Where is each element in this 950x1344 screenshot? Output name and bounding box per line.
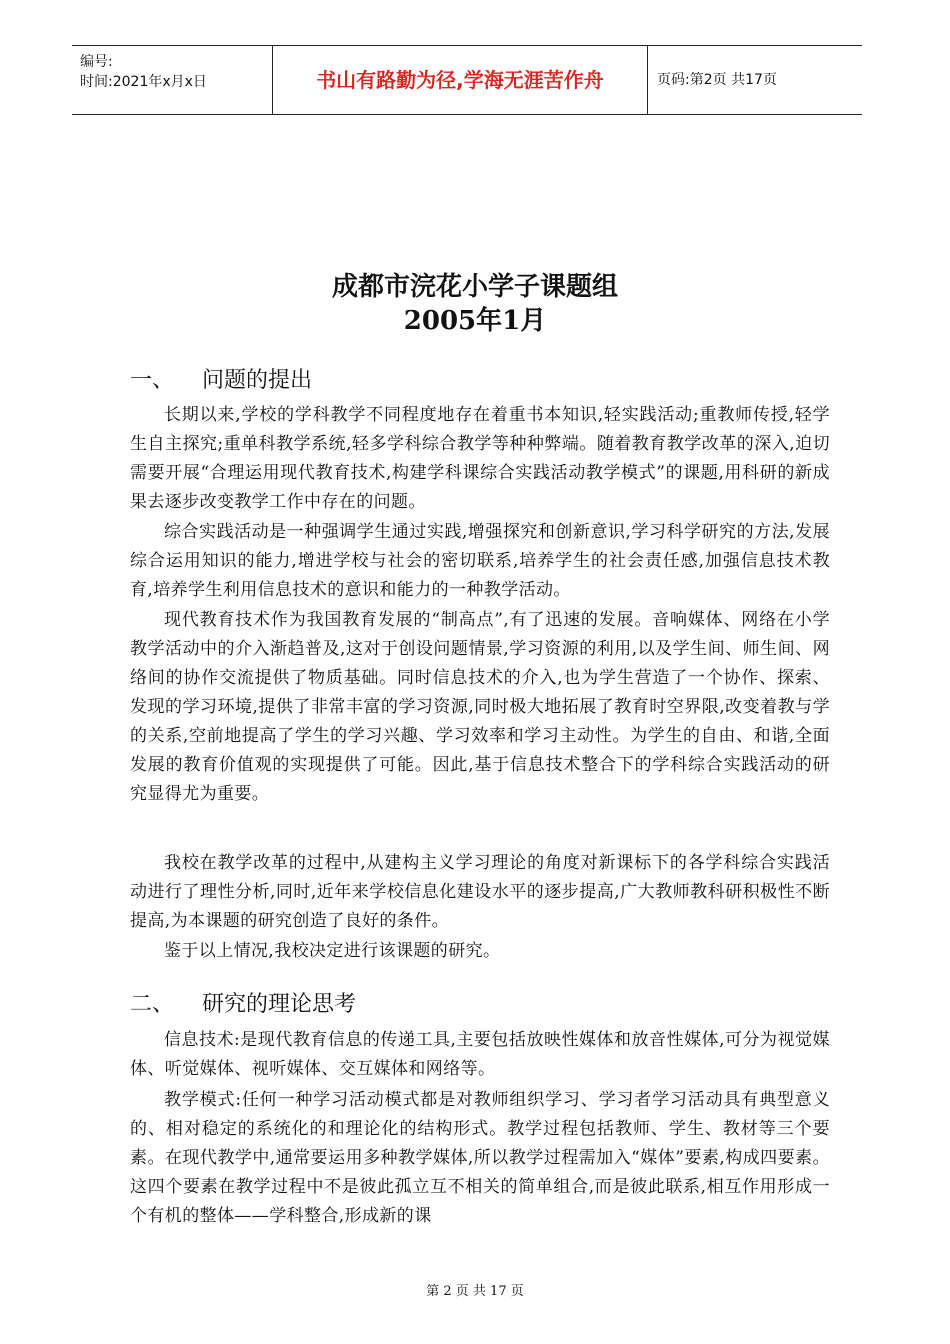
paragraph: 长期以来,学校的学科教学不同程度地存在着重书本知识,轻实践活动;重教师传授,轻学生自主探究;重单科教学系统,轻多学科综合教学等种种弊端。随着教育教学改革的深入,迫切需要开展“合理运用现代教育技术,构建学科课综合实践活动教学模式”的课题,用科研的新成果去逐步改变教学工作中存在的问题。 <box>130 405 830 512</box>
section-heading-2 <box>130 990 356 1020</box>
section-number: 一、 <box>130 368 175 393</box>
page-footer: 第 2 页 共 17 页 <box>426 1284 524 1299</box>
paragraph: 现代教育技术作为我国教育发展的“制高点”,有了迅速的发展。音响媒体、网络在小学教学活动中的介入渐趋普及,这对于创设问题情景,学习资源的利用,以及学生间、师生间、网络间的协作交流提供了物质基础。同时信息技术的介入,也为学生营造了一个协作、探索、发现的学习环境,提供了非常丰富的学习资源,同时极大地拓展了教育时空界限,改变着教与学的关系,空前地提高了学生的学习兴趣、学习效率和学习主动性。为学生的自由、和谐,全面发展的教育价值观的实现提供了可能。因此,基于信息技术整合下的学科综合实践活动的研究显得尤为重要。 <box>130 610 830 804</box>
header-time-label: 时间:2021年x月x日 <box>80 74 207 90</box>
document-title: 成都市浣花小学子课题组 <box>331 272 618 302</box>
section-heading-1 <box>130 366 312 396</box>
paragraph: 教学模式:任何一种学习活动模式都是对教师组织学习、学习者学习活动具有典型意义的、相对稳定的系统化的和理论化的结构形式。教学过程包括教师、学生、教材等三个要素。在现代教学中,通常要运用多种教学媒体,所以教学过程需加入“媒体”要素,构成四要素。这四个要素在教学过程中不是彼此孤立互不相关的简单组合,而是彼此联系,相互作用形成一个有机的整体——学科整合,形成新的课 <box>130 1090 830 1226</box>
paragraph: 我校在教学改革的过程中,从建构主义学习理论的角度对新课标下的各学科综合实践活动进行了理性分析,同时,近年来学校信息化建设水平的逐步提高,广大教师教科研积极性不断提高,为本课题的研究创造了良好的条件。 <box>130 853 830 931</box>
header-motto: 书山有路勤为径,学海无涯苦作舟 <box>316 68 604 92</box>
section-title: 问题的提出 <box>202 368 313 393</box>
section-number: 二、 <box>130 992 175 1017</box>
header-number-label: 编号: <box>80 54 113 70</box>
page-header <box>72 45 862 115</box>
header-divider <box>647 46 648 114</box>
header-info <box>80 52 207 92</box>
document-date: 2005年1月 <box>403 306 547 336</box>
header-page-label: 页码:第2页 共17页 <box>657 72 777 88</box>
paragraph: 信息技术:是现代教育信息的传递工具,主要包括放映性媒体和放音性媒体,可分为视觉媒体、听觉媒体、视听媒体、交互媒体和网络等。 <box>130 1030 830 1079</box>
paragraph: 鉴于以上情况,我校决定进行该课题的研究。 <box>164 941 501 961</box>
paragraph: 综合实践活动是一种强调学生通过实践,增强探究和创新意识,学习科学研究的方法,发展综合运用知识的能力,增进学校与社会的密切联系,培养学生的社会责任感,加强信息技术教育,培养学生利用信息技术的意识和能力的一种教学活动。 <box>130 522 830 600</box>
section-title: 研究的理论思考 <box>202 992 357 1017</box>
